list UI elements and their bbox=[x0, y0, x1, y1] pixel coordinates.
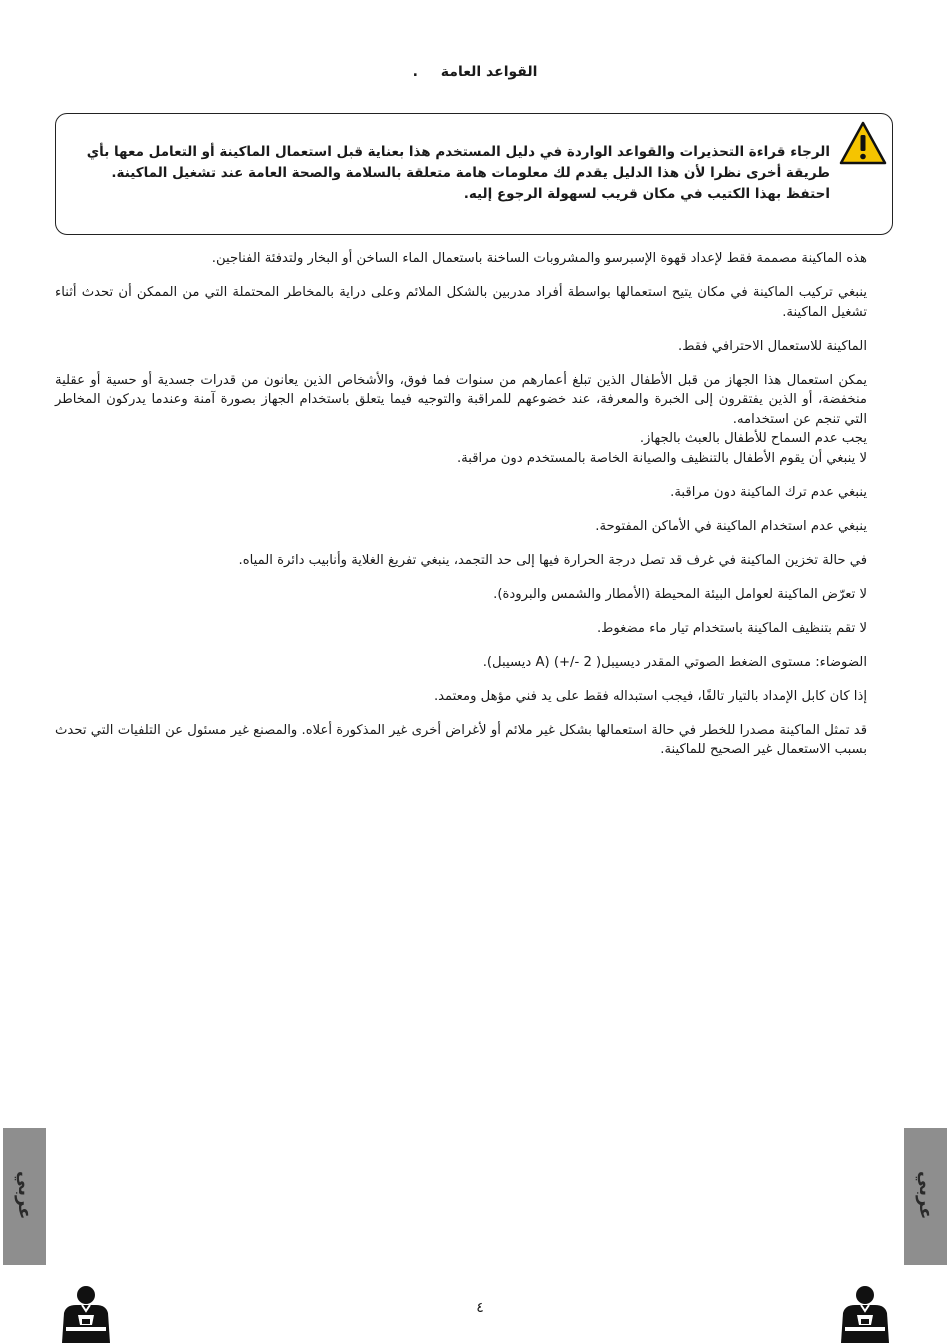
body-text bbox=[55, 249, 867, 774]
paragraph-outdoor: ينبغي عدم استخدام الماكينة في الأماكن المفتوحة. bbox=[595, 518, 867, 534]
paragraph-noise: الضوضاء: مستوى الضغط الصوتي المقدر ديسيبل( 2 -/+) (A ديسيبل). bbox=[482, 654, 867, 670]
paragraph-supervision: ينبغي عدم ترك الماكينة دون مراقبة. bbox=[670, 484, 867, 500]
paragraph-installation: ينبغي تركيب الماكينة في مكان يتيح استعمالها بواسطة أفراد مدربين بالشكل الملائم وعلى دراية بالمخاطر المحتملة التي من الممكن أن تحدث أثناء تشغيل الماكينة. bbox=[55, 285, 867, 320]
warning-triangle-icon bbox=[838, 120, 888, 166]
language-tab-label: عربي bbox=[915, 1171, 936, 1220]
paragraph-purpose: هذه الماكينة مصممة فقط لإعداد قهوة الإسبرسو والمشروبات الساخنة باستعمال الماء الساخن أو البخار ولتدفئة الفناجين. bbox=[211, 251, 867, 266]
language-tab-label: عربي bbox=[14, 1171, 35, 1220]
paragraph-children-cleaning: لا ينبغي أن يقوم الأطفال بالتنظيف والصيانة الخاصة بالمستخدم دون مراقبة. bbox=[456, 450, 867, 466]
page-title-text: القواعد العامة bbox=[440, 64, 538, 80]
paragraph-cleaning: لا تقم بتنظيف الماكينة باستخدام تيار ماء مضغوط. bbox=[596, 620, 867, 636]
barista-mascot-icon bbox=[835, 1283, 895, 1343]
title-bullet: . bbox=[412, 64, 418, 80]
warning-box bbox=[55, 113, 893, 235]
language-tab-left bbox=[3, 1128, 46, 1265]
paragraph-freezing: في حالة تخزين الماكينة في غرف قد تصل درجة الحرارة فيها إلى حد التجمد، ينبغي تفريغ الغلاية وأنابيب دائرة المياه. bbox=[238, 552, 867, 568]
warning-line-2: احتفظ بهذا الكتيب في مكان قريب لسهولة الرجوع إليه. bbox=[463, 186, 830, 202]
barista-mascot-icon bbox=[56, 1283, 116, 1343]
page-title bbox=[300, 64, 650, 80]
paragraph-liability: قد تمثل الماكينة مصدرا للخطر في حالة استعمالها بشكل غير ملائم أو لأغراض أخرى غير المذكورة أعلاه. والمصنع غير مسئول عن التلفيات التي تحدث بسبب الاستعمال غير الصحيح للماكينة. bbox=[55, 722, 867, 757]
page-number: ٤ bbox=[476, 1300, 484, 1316]
paragraph-children-play: يجب عدم السماح للأطفال بالعبث بالجهاز. bbox=[639, 431, 867, 446]
warning-line-1: الرجاء قراءة التحذيرات والقواعد الواردة في دليل المستخدم هذا بعناية قبل استعمال الماكينة أو التعامل معها بأي طريقة أخرى نظرا لأن هذا الدليل يقدم لك معلومات هامة متعلقة بالسلامة والصحة العامة عند تشغيل الماكينة. bbox=[86, 144, 830, 181]
paragraph-power-cable: إذا كان كابل الإمداد بالتيار تالفًا، فيجب استبداله فقط على يد فني مؤهل ومعتمد. bbox=[433, 688, 867, 704]
warning-text bbox=[64, 142, 830, 205]
paragraph-weather: لا تعرّض الماكينة لعوامل البيئة المحيطة (الأمطار والشمس والبرودة). bbox=[493, 586, 867, 602]
language-tab-right bbox=[904, 1128, 947, 1265]
paragraph-children-use: يمكن استعمال هذا الجهاز من قبل الأطفال الذين تبلغ أعمارهم من سنوات فما فوق، والأشخاص الذين يعانون من قدرات جسدية أو حسية أو عقلية منخفضة، أو الذين يفتقرون إلى الخبرة والمعرفة، عند خضوعهم للمراقبة والتوجيه فيما يتعلق باستخدام الجهاز بصورة آمنة وعندما يدركون المخاطر التي تنجم عن استخدامه. bbox=[55, 372, 867, 427]
paragraph-professional-use: الماكينة للاستعمال الاحترافي فقط. bbox=[678, 338, 867, 354]
